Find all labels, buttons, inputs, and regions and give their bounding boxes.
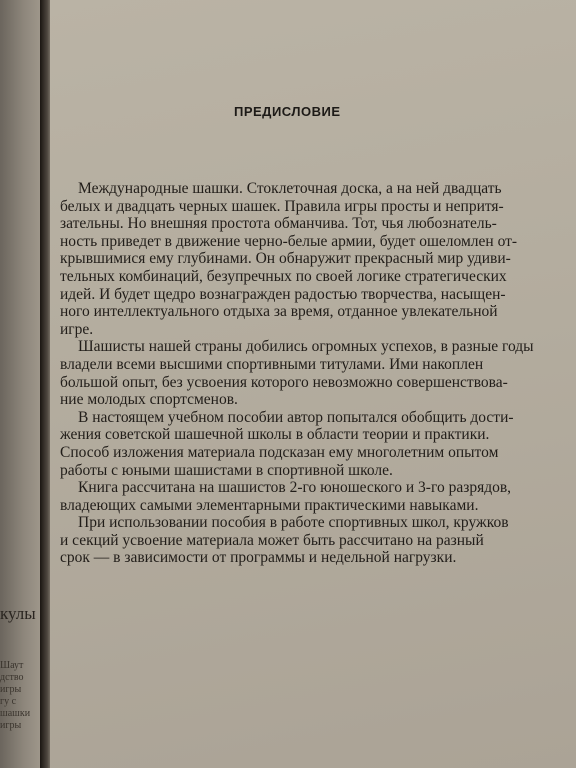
left-page-fragment-lines (0, 660, 44, 732)
paragraph (60, 409, 576, 479)
page-title: ПРЕДИСЛОВИЕ (234, 104, 341, 119)
paragraph (60, 479, 576, 514)
text-line: владели всеми высшими спортивными титулами. Ими накоплен (60, 355, 484, 373)
text-line: ние молодых спортсменов. (60, 391, 238, 409)
text-line: зательны. Но внешняя простота обманчива. Тот, чья любознатель- (60, 215, 497, 233)
text-line: Способ изложения материала подсказан ему многолетним опытом (60, 443, 499, 461)
text-line: работы с юными шашистами в спортивной школе. (60, 461, 393, 479)
paragraph (60, 514, 576, 567)
text-line: игре. (60, 320, 94, 338)
text-line: Книга рассчитана на шашистов 2-го юношеского и 3-го разрядов, (78, 479, 512, 497)
left-fragment-line: гу с (0, 696, 17, 707)
text-line: Шашисты нашей страны добились огромных успехов, в разные годы (78, 338, 534, 356)
left-fragment-line: дство (0, 672, 24, 683)
body-text (60, 180, 576, 567)
text-line: При использовании пособия в работе спортивных школ, кружков (78, 514, 509, 532)
text-line: идей. И будет щедро вознагражден радостью творчества, насыщен- (60, 285, 506, 303)
text-line: Международные шашки. Стоклеточная доска, а на ней двадцать (78, 180, 502, 197)
text-line: белых и двадцать черных шашек. Правила игры просты и непритя- (60, 197, 504, 215)
left-fragment-line: игры (0, 720, 22, 731)
right-page (50, 0, 576, 768)
paragraph (60, 338, 576, 408)
paragraph (60, 180, 576, 338)
text-line: ного интеллектуального отдыха за время, отданное увлекательной (60, 303, 498, 321)
left-page-edge (0, 0, 44, 768)
left-fragment-line: шашки (0, 708, 31, 719)
text-line: В настоящем учебном пособии автор попытался обобщить дости- (78, 408, 514, 426)
left-fragment-line: игры (0, 684, 22, 695)
text-line: тельных комбинаций, безупречных по своей логике стратегических (60, 267, 507, 285)
left-fragment-line: Шаут (0, 660, 24, 671)
text-line: владеющих самыми элементарными практическими навыками. (60, 496, 479, 514)
text-line: жения советской шашечной школы в области теории и практики. (60, 426, 490, 444)
left-page-fragment-word: кулы (0, 604, 36, 623)
text-line: и секций усвоение материала может быть рассчитано на разный (60, 531, 484, 549)
text-line: ность приведет в движение черно-белые армии, будет ошеломлен от- (60, 232, 518, 250)
text-line: срок — в зависимости от программы и недельной нагрузки. (60, 549, 457, 567)
text-line: крывшимися ему глубинами. Он обнаружит прекрасный мир удиви- (60, 250, 511, 268)
text-line: большой опыт, без усвоения которого невозможно совершенствова- (60, 373, 508, 391)
